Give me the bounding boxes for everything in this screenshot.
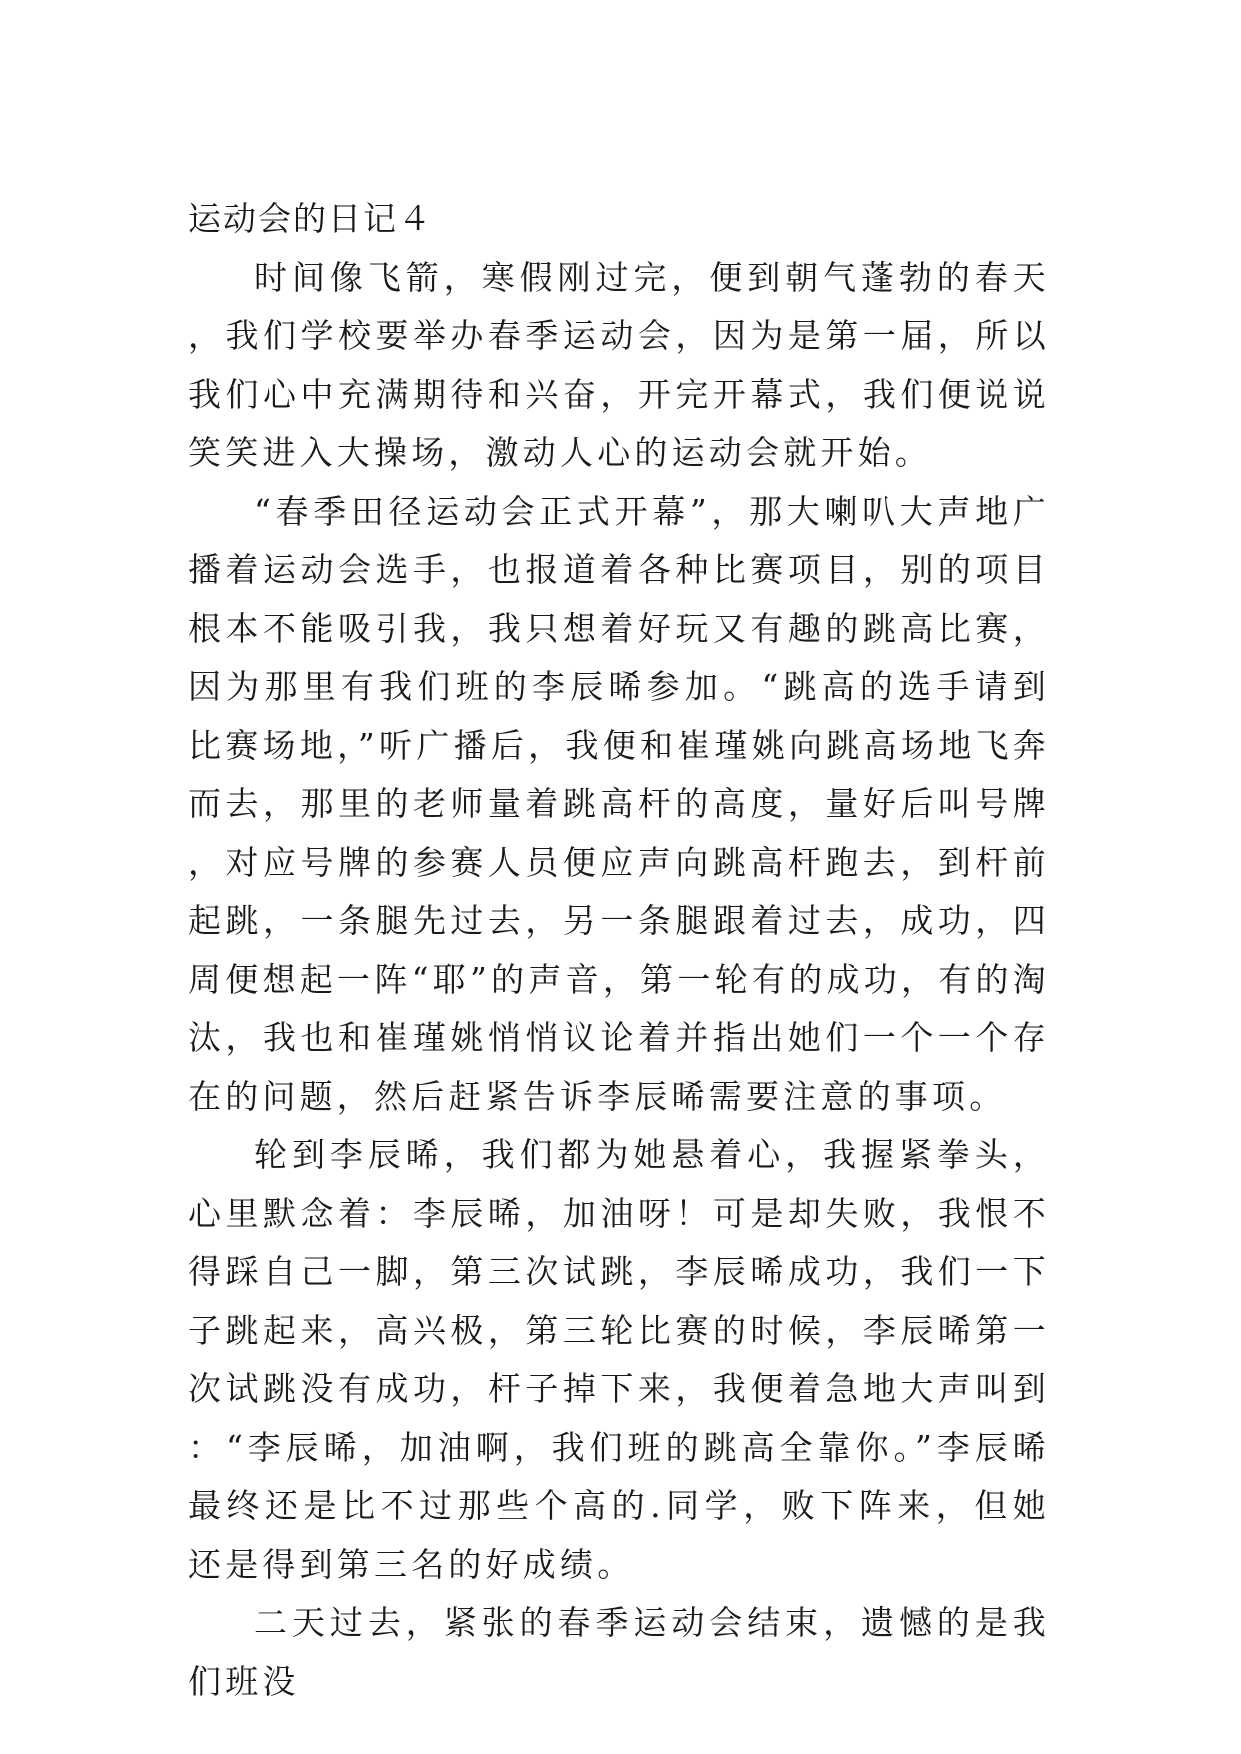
document-title: 运动会的日记４	[188, 199, 433, 238]
document-body	[188, 190, 1050, 1711]
paragraph-2: “春季田径运动会正式开幕”，那大喇叭大声地广播着运动会选手，也报道着各种比赛项目，别的项目根本不能吸引我，我只想着好玩又有趣的跳高比赛，因为那里有我们班的李辰晞参加。“跳高的选手请到比赛场地，”听广播后，我便和崔瑾姚向跳高场地飞奔而去，那里的老师量着跳高杆的高度，量好后叫号牌，对应号牌的参赛人员便应声向跳高杆跑去，到杆前起跳，一条腿先过去，另一条腿跟着过去，成功，四周便想起一阵“耶”的声音，第一轮有的成功，有的淘汰，我也和崔瑾姚悄悄议论着并指出她们一个一个存在的问题，然后赶紧告诉李辰晞需要注意的事项。	[188, 491, 1050, 1116]
paragraph-4: 二天过去，紧张的春季运动会结束，遗憾的是我们班没	[188, 1603, 1050, 1701]
paragraph-1: 时间像飞箭，寒假刚过完，便到朝气蓬勃的春天，我们学校要举办春季运动会，因为是第一届，所以我们心中充满期待和兴奋，开完开幕式，我们便说说笑笑进入大操场，激动人心的运动会就开始。	[188, 257, 1050, 472]
paragraph-3: 轮到李辰晞，我们都为她悬着心，我握紧拳头，心里默念着：李辰晞，加油呀！可是却失败，我恨不得踩自己一脚，第三次试跳，李辰晞成功，我们一下子跳起来，高兴极，第三轮比赛的时候，李辰晞第一次试跳没有成功，杆子掉下来，我便着急地大声叫到：“李辰晞，加油啊，我们班的跳高全靠你。”李辰晞最终还是比不过那些个高的.同学，败下阵来，但她还是得到第三名的好成绩。	[188, 1135, 1050, 1584]
